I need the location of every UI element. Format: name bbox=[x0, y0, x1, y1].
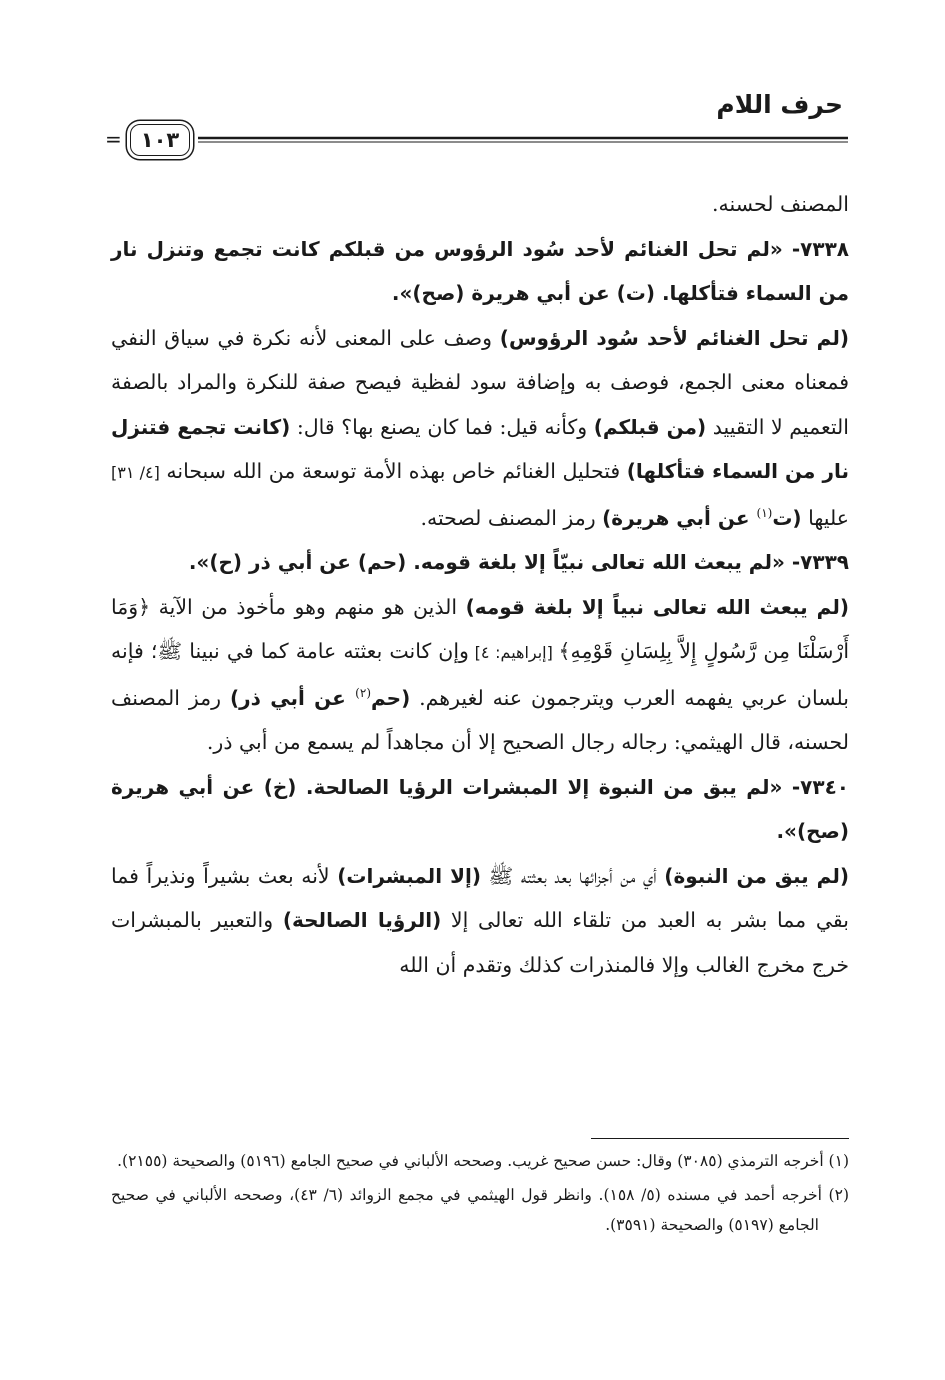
commentary-text: والتعبير بالمبشرات خرج مخرج الغالب وإلا فالمنذرات كذلك وتقدم أن الله bbox=[111, 908, 849, 977]
commentary-paragraph bbox=[111, 854, 849, 988]
hadith-entry-7339 bbox=[111, 540, 849, 585]
quoted-phrase: (كانت تجمع فتنزل نار من السماء فتأكلها) bbox=[111, 414, 849, 483]
footnote-marker: (٢) bbox=[355, 685, 371, 700]
footnotes bbox=[111, 1146, 849, 1244]
commentary-text: وإن كانت بعثته عامة كما في نبينا ﷺ؛ فإنه بلسان عربي يفهمه العرب ويترجمون عنه لغيرهم. bbox=[111, 639, 850, 710]
source-code: (ت bbox=[772, 505, 802, 530]
volume-page-reference: [٤/ ٣١] bbox=[111, 463, 160, 482]
header-rule bbox=[112, 127, 848, 153]
page-number: = ١٠٣ bbox=[130, 124, 190, 156]
hadith-entry-7338 bbox=[111, 227, 849, 316]
commentary-text: الذين هو منهم وهو مأخوذ من الآية bbox=[150, 594, 466, 619]
narrator: عن أبي ذر) bbox=[229, 685, 356, 710]
commentary-text: عليها bbox=[801, 505, 849, 530]
commentary-paragraph bbox=[111, 585, 849, 765]
quoted-phrase: (من قبلكم) bbox=[593, 414, 707, 439]
quran-verse: ﴿وَمَا أَرْسَلْنَا مِن رَّسُولٍ إِلاَّ بِلِسَانِ قَوْمِهِ﴾ bbox=[111, 594, 850, 663]
commentary-text: أي من أجزائها بعد بعثته ﷺ bbox=[480, 863, 665, 888]
narrator: عن أبي هريرة) bbox=[602, 505, 757, 530]
surah-reference: [إبراهيم: ٤] bbox=[468, 643, 559, 662]
hadith-text: ٧٣٤٠- «لم يبق من النبوة إلا المبشرات الرؤيا الصالحة. (خ) عن أبي هريرة (صح)». bbox=[111, 774, 849, 843]
hadith-text: ٧٣٣٨- «لم تحل الغنائم لأحد سُود الرؤوس من قبلكم كانت تجمع وتنزل نار من السماء فتأكلها. (ت) عن أبي هريرة (صح)». bbox=[111, 236, 849, 305]
quoted-phrase: (لم تحل الغنائم لأحد سُود الرؤوس) bbox=[499, 325, 849, 350]
hadith-entry-7340 bbox=[111, 765, 849, 854]
commentary-text: فتحليل الغنائم خاص بهذه الأمة توسعة من الله سبحانه bbox=[159, 459, 627, 483]
quoted-phrase: (لم يبعث الله تعالى نبياً إلا بلغة قومه) bbox=[465, 594, 849, 619]
source-code: (حم bbox=[371, 685, 411, 710]
footnote-marker: (١) bbox=[756, 505, 773, 520]
footnote-1: (١) أخرجه الترمذي (٣٠٨٥) وقال: حسن صحيح غريب. وصححه الألباني في صحيح الجامع (٥١٩٦) والصحيحة (٢١٥٥). bbox=[117, 1152, 849, 1170]
running-title: حرف اللام bbox=[716, 90, 843, 119]
commentary-text: وكأنه قيل: فما كان يصنع بها؟ قال: bbox=[290, 414, 594, 439]
commentary-text: لأنه بعث بشيراً ونذيراً فما بقي مما بشر به العبد من تلقاء الله تعالى إلا bbox=[111, 863, 850, 932]
footnote-2: (٢) أخرجه أحمد في مسنده (٥/ ١٥٨). وانظر قول الهيثمي في مجمع الزوائد (٦/ ٤٣)، وصححه الألباني في صحيح الجامع (٥١٩٧) والصحيحة (٣٥٩١). bbox=[111, 1186, 849, 1234]
paragraph: المصنف لحسنه. bbox=[712, 192, 849, 216]
commentary-text: وصف على المعنى لأنه نكرة في سياق النفي فمعناه معنى الجمع، فوصف به وإضافة سود لفظية فيصح صفة للنكرة والمراد بالصفة التعميم لا التقييد bbox=[111, 325, 849, 439]
commentary-text: رمز المصنف لحسنه، قال الهيثمي: رجاله رجال الصحيح إلا أن مجاهداً لم يسمع من أبي ذر. bbox=[111, 685, 849, 754]
commentary-text: رمز المصنف لصحته. bbox=[420, 505, 603, 530]
quoted-phrase: (لم يبق من النبوة) bbox=[664, 863, 849, 888]
quoted-phrase: (إلا المبشرات) bbox=[337, 863, 481, 888]
commentary-paragraph bbox=[111, 316, 849, 541]
commentary-body bbox=[111, 182, 849, 987]
footnote-separator bbox=[591, 1138, 849, 1139]
quoted-phrase: (الرؤيا الصالحة) bbox=[282, 908, 442, 932]
hadith-text: ٧٣٣٩- «لم يبعث الله تعالى نبيّاً إلا بلغة قومه. (حم) عن أبي ذر (ح)». bbox=[188, 550, 849, 574]
